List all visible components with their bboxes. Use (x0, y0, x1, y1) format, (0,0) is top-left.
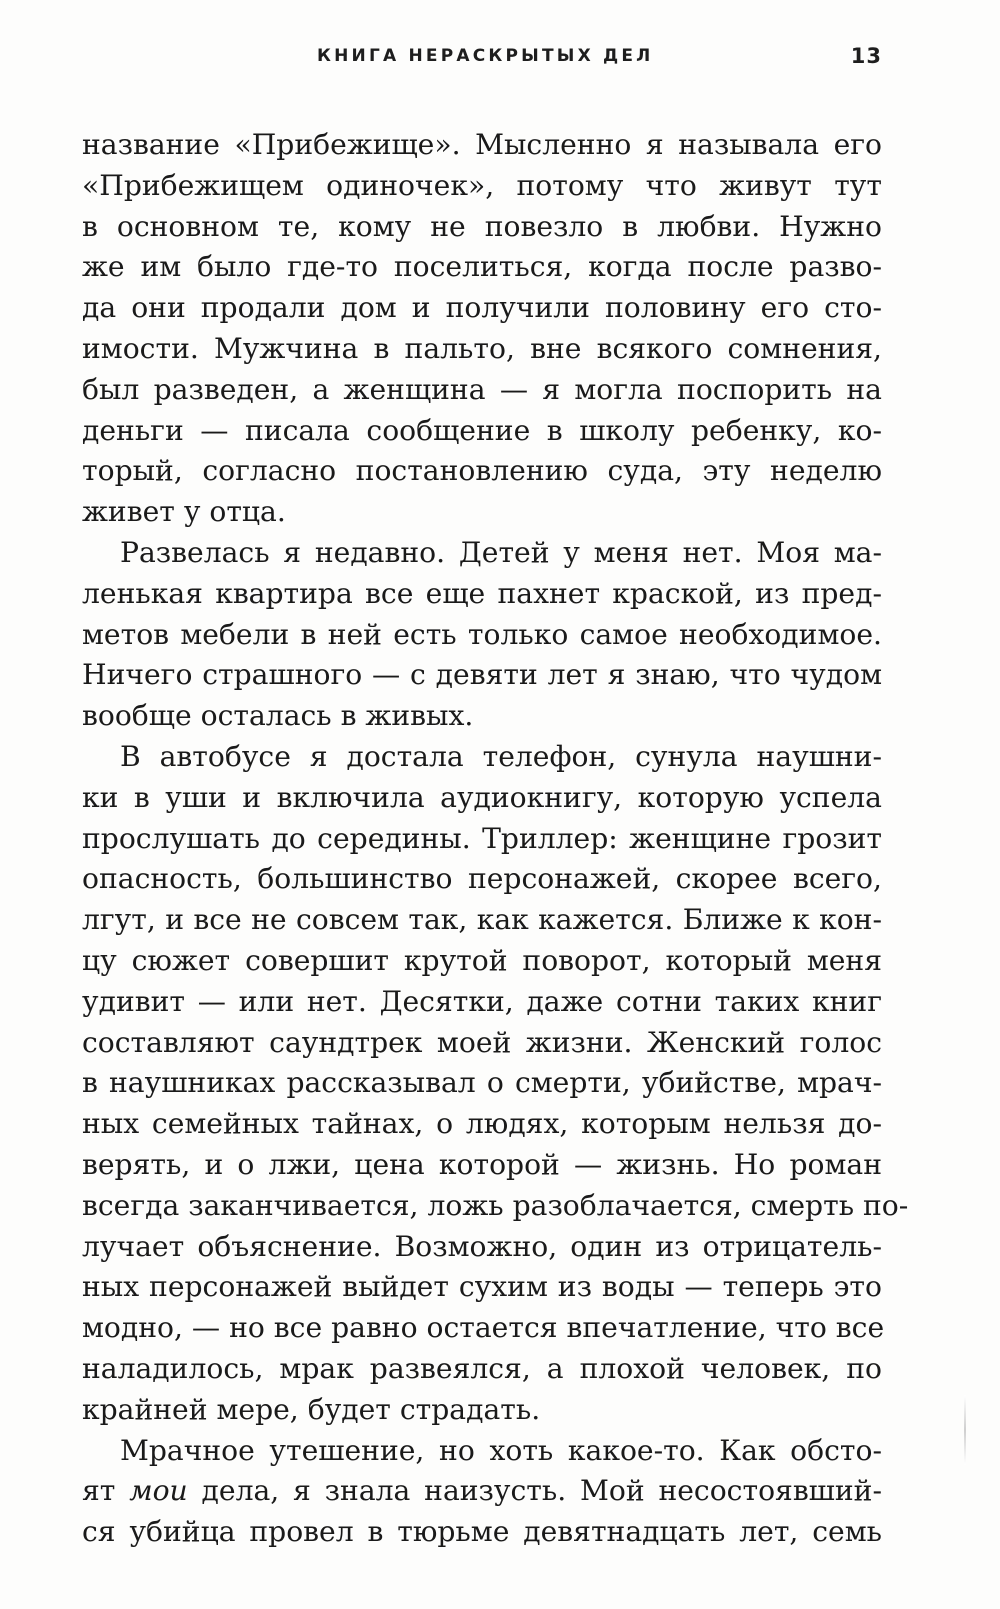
text-fragment: дела, я знала наизусть. Мой несостоявший- (187, 1474, 882, 1508)
italic-word: мои (129, 1474, 188, 1508)
text-line: модно, — но все равно остается впечатление, что все (82, 1311, 885, 1345)
text-line: верять, и о лжи, цена которой — жизнь. Но роман (82, 1147, 882, 1181)
text-line: В автобусе я достала телефон, сунула наушни- (120, 739, 882, 773)
text-line: ки в уши и включила аудиокнигу, которую успела (82, 780, 882, 814)
text-line: всегда заканчивается, ложь разоблачается, смерть по- (82, 1188, 909, 1222)
text-line: ных семейных тайнах, о людях, которым нельзя до- (82, 1107, 882, 1141)
text-line: лучает объяснение. Возможно, один из отрицатель- (82, 1229, 882, 1263)
page-number: 13 (850, 44, 882, 68)
text-line: Мрачное утешение, но хоть какое-то. Как обсто- (120, 1433, 882, 1467)
body-text (82, 125, 909, 1553)
text-line: в наушниках рассказывал о смерти, убийстве, мрач- (82, 1066, 882, 1100)
text-line: наладилось, мрак развеялся, а плохой человек, по (82, 1351, 882, 1385)
text-line: «Прибежищем одиночек», потому что живут тут (82, 168, 882, 202)
text-fragment: ят (82, 1474, 130, 1508)
text-line: ных персонажей выйдет сухим из воды — теперь это (82, 1270, 882, 1304)
text-line: прослушать до середины. Триллер: женщине грозит (82, 821, 882, 855)
text-line: вообще осталась в живых. (82, 699, 474, 733)
text-line: удивит — или нет. Десятки, даже сотни таких книг (82, 984, 882, 1018)
text-line: ся убийца провел в тюрьме девятнадцать лет, семь (82, 1515, 882, 1549)
text-line: да они продали дом и получили половину его сто- (82, 291, 882, 325)
text-line: деньги — писала сообщение в школу ребенку, ко- (82, 413, 882, 447)
text-line: метов мебели в ней есть только самое необходимое. (82, 617, 882, 651)
text-line: торый, согласно постановлению суда, эту неделю (82, 454, 882, 488)
text-line: название «Прибежище». Мысленно я называла его (82, 128, 882, 161)
text-line: крайней мере, будет страдать. (82, 1392, 541, 1426)
text-line: Ничего страшного — с девяти лет я знаю, что чудом (82, 658, 882, 692)
text-line: составляют саундтрек моей жизни. Женский голос (82, 1025, 882, 1059)
text-line: цу сюжет совершит крутой поворот, который меня (82, 943, 882, 977)
text-line: ленькая квартира все еще пахнет краской, из пред- (82, 576, 882, 610)
running-title: КНИГА НЕРАСКРЫТЫХ ДЕЛ (317, 46, 654, 66)
text-line: был разведен, а женщина — я могла поспорить на (82, 372, 882, 406)
text-line: же им было где-то поселиться, когда после разво- (82, 250, 882, 284)
text-line: в основном те, кому не повезло в любви. Нужно (82, 209, 882, 243)
text-line-mixed (82, 1471, 882, 1512)
text-line: имости. Мужчина в пальто, вне всякого сомнения, (82, 331, 882, 365)
text-line: Развелась я недавно. Детей у меня нет. Моя ма- (120, 535, 882, 569)
text-line: лгут, и все не совсем так, как кажется. Ближе к кон- (82, 903, 882, 937)
text-line: живет у отца. (82, 495, 286, 529)
text-line: опасность, большинство персонажей, скорее всего, (82, 862, 882, 896)
page-edge-shadow (964, 1395, 966, 1465)
